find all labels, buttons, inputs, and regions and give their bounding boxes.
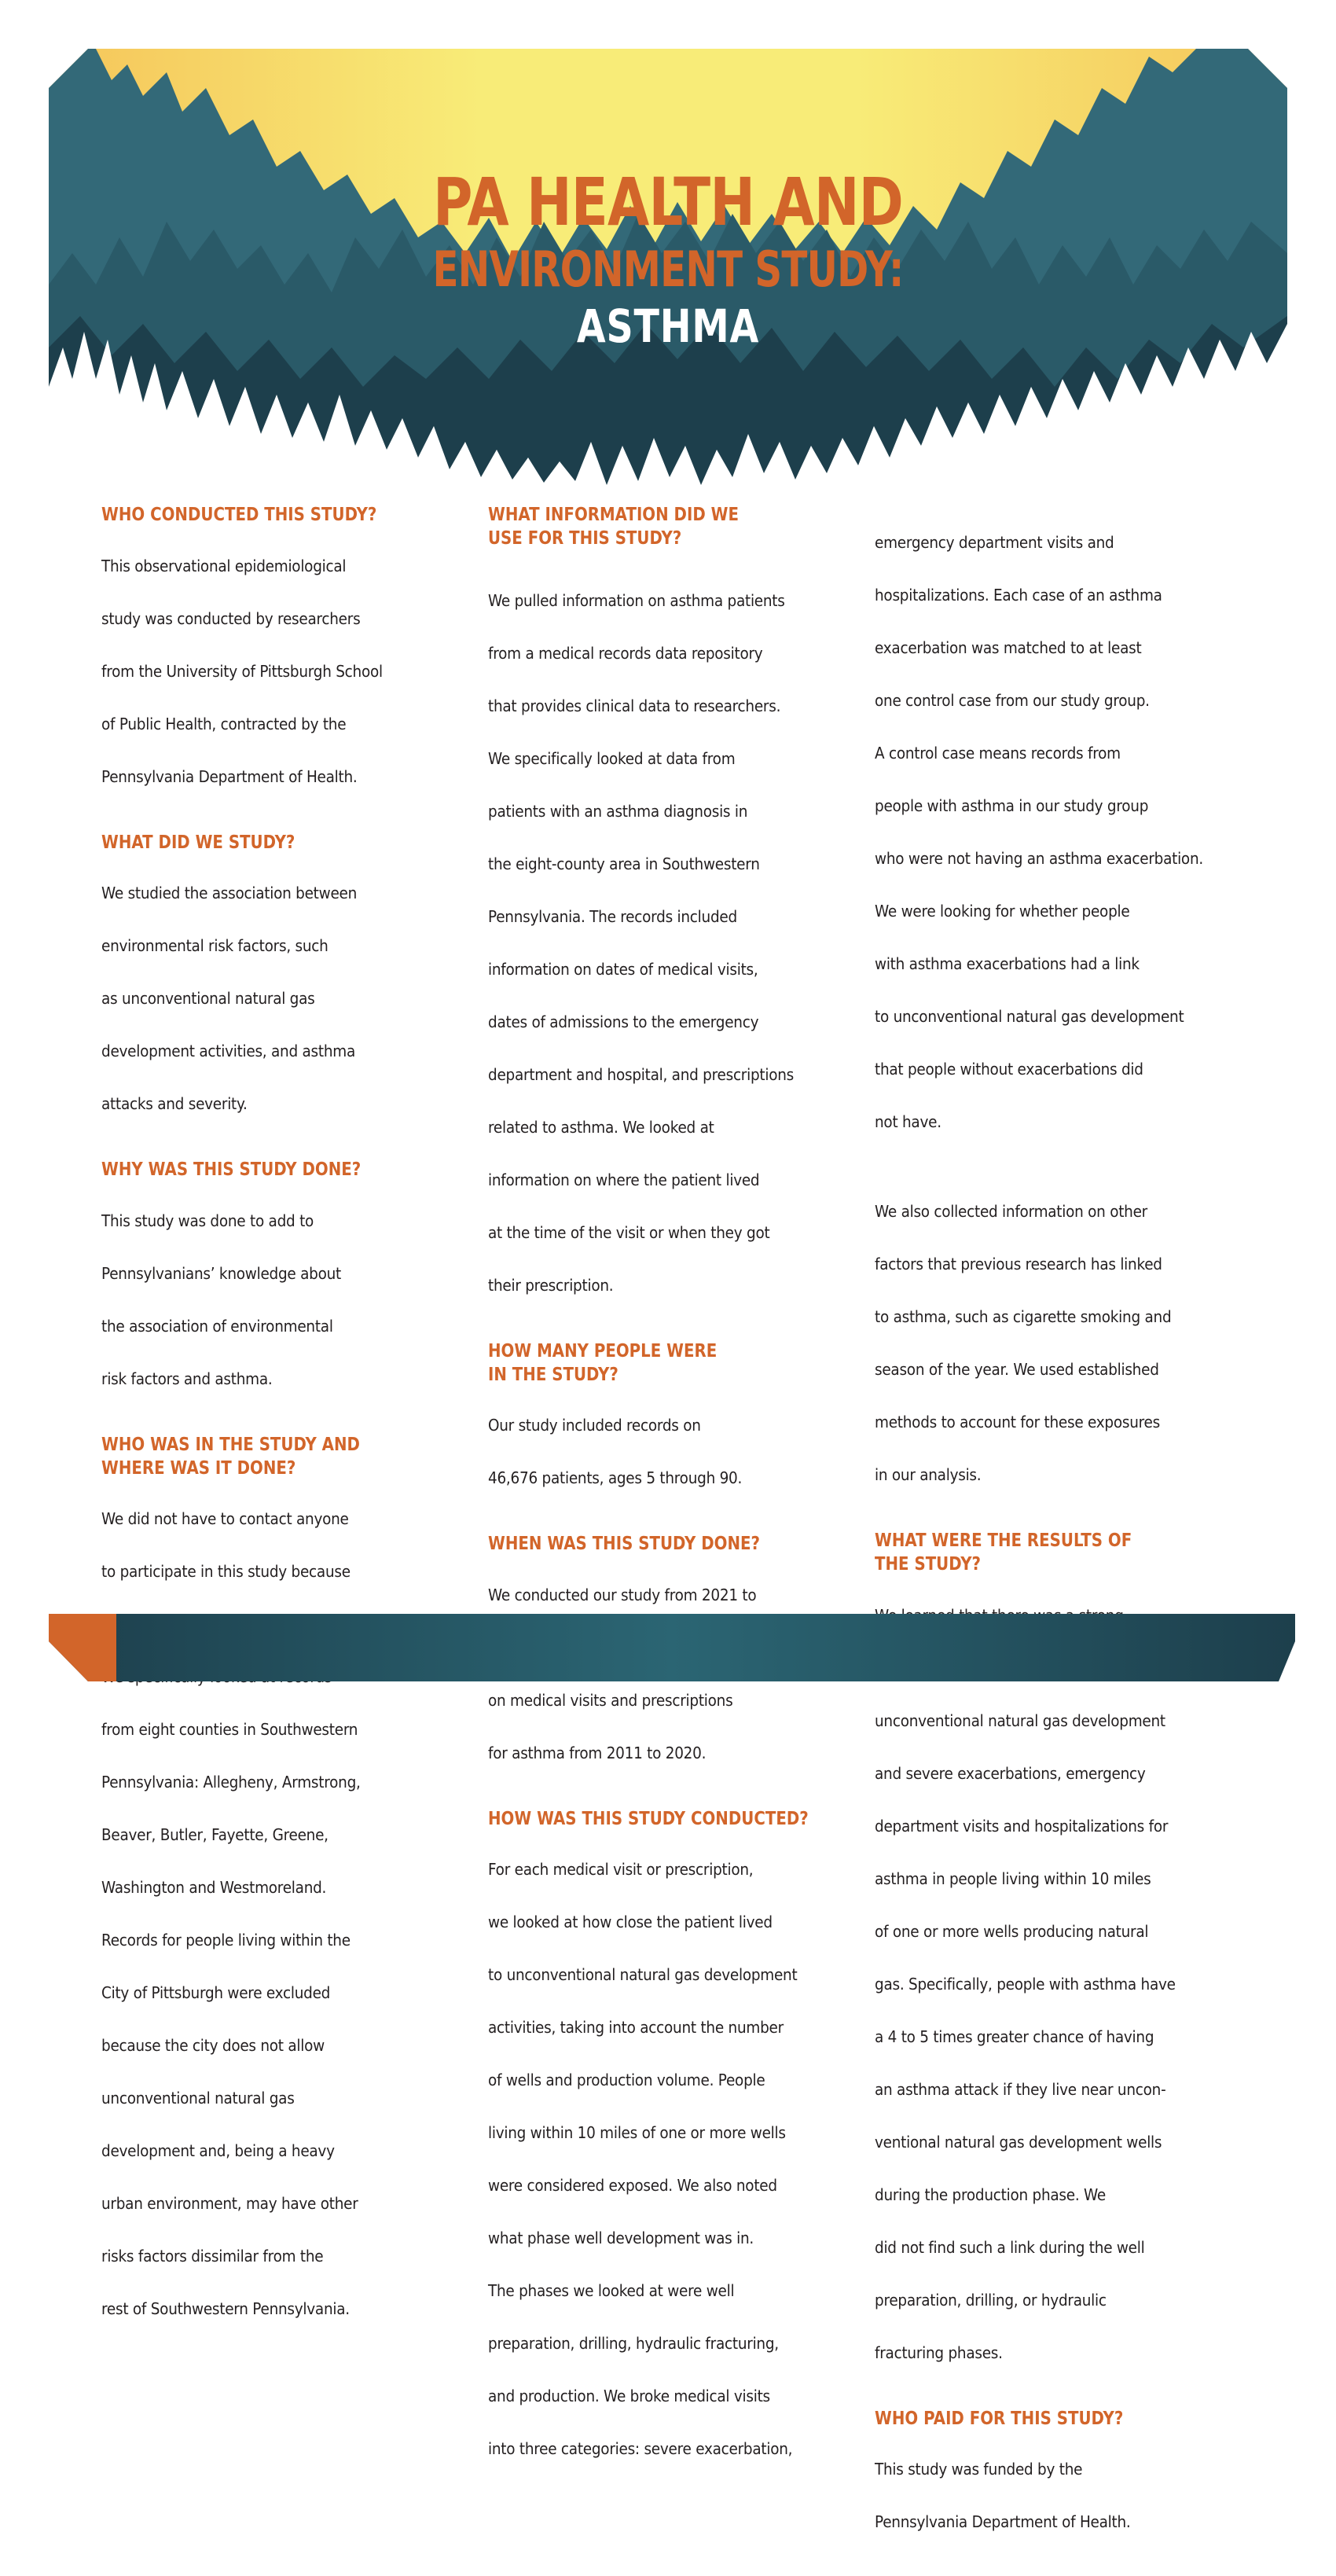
title-subtitle: ASTHMA [576,299,760,353]
text-line: Our study included records on [488,1416,701,1435]
text-line: activities, taking into account the number [488,2018,784,2037]
text-line: and production. We broke medical visits [488,2387,770,2405]
text-line: to participate in this study because [101,1562,351,1581]
text-line: unconventional natural gas [101,2089,295,2107]
text-line: Pennsylvania. The records included [488,906,737,926]
text-line: Beaver, Butler, Fayette, Greene, [101,1825,328,1844]
text-line: We conducted our study from 2021 to [488,1585,757,1604]
text-line: Pennsylvania: Allegheny, Armstrong, [101,1773,361,1791]
text-line: with asthma exacerbations had a link [875,954,1140,973]
text-line: at the time of the visit or when they got [488,1222,770,1242]
text-line: Records for people living within the [101,1931,351,1949]
text-line: risks factors dissimilar from the [101,2247,324,2265]
text-line: in our analysis. [875,1465,982,1484]
text-line: We also collected information on other [875,1202,1148,1221]
text-line: on medical visits and prescriptions [488,1690,733,1710]
text-line: information on dates of medical visits, [488,959,758,979]
text-line: because the city does not allow [101,2036,325,2055]
section-body [488,1831,857,2490]
text-line: of wells and production volume. People [488,2071,765,2089]
section-body [101,854,463,1145]
text-line: people with asthma in our study group [875,796,1149,815]
text-line: department visits and hospitalizations for [875,1816,1169,1836]
section-how-many-people [488,1339,857,1519]
orange-tab [49,1614,116,1681]
title-line-2: ENVIRONMENT STUDY: [432,241,904,298]
text-line: For each medical visit or prescription, [488,1860,754,1879]
text-line: We studied the association between [101,884,358,902]
text-line: emergency department visits and [875,532,1114,552]
text-line: methods to account for these exposures [875,1413,1160,1431]
section-heading: USE FOR THIS STUDY? [488,528,682,549]
text-line: This observational epidemiological [101,556,347,575]
section-heading: IN THE STUDY? [488,1364,618,1385]
text-line: We specifically looked at data from [488,748,736,768]
text-line: Pennsylvanians’ knowledge about [101,1263,341,1283]
text-line: into three categories: severe exacerbation, [488,2439,793,2458]
text-line: as unconventional natural gas [101,989,315,1008]
section-body [101,1181,463,1419]
section-body [875,1173,1252,1516]
section-what-information [488,503,857,1325]
text-line: from the University of Pittsburgh School [101,661,383,681]
text-line: A control case means records from [875,743,1121,763]
text-line: City of Pittsburgh were excluded [101,1983,331,2002]
text-line: and severe exacerbations, emergency [875,1763,1146,1783]
section-body [101,1480,463,2350]
text-line: Pennsylvania Department of Health. [875,2512,1131,2531]
text-line: an asthma attack if they live near uncon- [875,2079,1166,2099]
text-line: that provides clinical data to researchers. [488,696,781,715]
footer-decoration [49,1614,1295,1681]
text-line: development activities, and asthma [101,1042,356,1060]
column-2 [488,503,857,2503]
section-heading: WHERE WAS IT DONE? [101,1457,296,1479]
text-line: fracturing phases. [875,2343,1003,2362]
section-body [488,1387,857,1519]
text-line: from eight counties in Southwestern [101,1720,358,1739]
text-line: information on where the patient lived [488,1170,760,1189]
text-line: of one or more wells producing natural [875,1921,1149,1941]
section-who-paid [875,2407,1252,2563]
section-heading: HOW MANY PEOPLE WERE [488,1340,718,1361]
text-line: ventional natural gas development wells [875,2132,1162,2152]
text-line: We were looking for whether people [875,901,1130,921]
section-who-was-in-study [101,1433,463,2350]
section-heading: WHO PAID FOR THIS STUDY? [875,2408,1124,2429]
section-why-done [101,1158,463,1419]
text-line: attacks and severity. [101,1094,248,1113]
section-how-conducted [488,1807,857,2490]
text-line: preparation, drilling, or hydraulic [875,2290,1107,2310]
text-line: rest of Southwestern Pennsylvania. [101,2299,350,2318]
text-line: that people without exacerbations did [875,1059,1143,1079]
text-line: gas. Specifically, people with asthma have [875,1974,1176,1994]
section-body [101,527,463,817]
text-line: to asthma, such as cigarette smoking and [875,1307,1172,1326]
section-body [875,1576,1252,2393]
section-heading: THE STUDY? [875,1554,982,1575]
text-line: a 4 to 5 times greater chance of having [875,2027,1154,2046]
patient-count-line: 46,676 patients, ages 5 through 90. [488,1468,743,1487]
section-heading: WHO WAS IN THE STUDY AND [101,1434,360,1455]
section-who-conducted [101,503,463,817]
text-line: living within 10 miles of one or more wells [488,2123,786,2142]
text-line: the eight-county area in Southwestern [488,854,760,873]
text-line: The phases we looked at were well [488,2281,735,2300]
text-line: hospitalizations. Each case of an asthma [875,585,1162,604]
text-line: department and hospital, and prescriptions [488,1064,795,1084]
text-line: who were not having an asthma exacerbation. [875,848,1203,868]
text-line: related to asthma. We looked at [488,1117,714,1137]
header-banner [49,49,1287,489]
text-line: This study was funded by the [875,2460,1083,2479]
text-line: what phase well development was in. [488,2229,754,2247]
section-heading: WHY WAS THIS STUDY DONE? [101,1159,362,1180]
section-heading: WHAT DID WE STUDY? [101,832,295,853]
text-line: to unconventional natural gas development [488,1965,798,1984]
text-line: Washington and Westmoreland. [101,1878,327,1897]
section-body [875,503,1252,1162]
column-1 [101,503,463,2363]
text-line: did not find such a link during the well [875,2237,1145,2257]
footer-bar [49,1614,1295,1681]
text-line: their prescription. [488,1275,614,1295]
text-line: for asthma from 2011 to 2020. [488,1743,707,1762]
text-line: study was conducted by researchers [101,608,361,628]
section-heading: WHAT WERE THE RESULTS OF [875,1531,1132,1551]
text-line: development and, being a heavy [101,2141,335,2160]
section-what-did-we-study [101,831,463,1145]
column-3 [875,503,1252,2576]
section-heading: WHEN WAS THIS STUDY DONE? [488,1534,761,1554]
text-line: We did not have to contact anyone [101,1509,349,1528]
text-line: dates of admissions to the emergency [488,1012,759,1031]
text-line: exacerbation was matched to at least [875,638,1142,657]
text-line: asthma in people living within 10 miles [875,1869,1151,1888]
text-line: factors that previous research has linked [875,1255,1162,1273]
text-line: of Public Health, contracted by the [101,714,347,733]
text-line: patients with an asthma diagnosis in [488,801,748,821]
text-line: were considered exposed. We also noted [488,2176,777,2195]
section-how-conducted-continued [875,503,1252,1515]
text-line: to unconventional natural gas development [875,1006,1184,1026]
text-line: unconventional natural gas development [875,1711,1165,1730]
section-heading: WHO CONDUCTED THIS STUDY? [101,505,377,525]
text-line: we looked at how close the patient lived [488,1913,773,1931]
section-body [875,2431,1252,2563]
text-line: We pulled information on asthma patients [488,590,785,610]
title-line-1: PA HEALTH AND [432,164,904,241]
section-body [488,561,857,1325]
section-heading: WHAT INFORMATION DID WE [488,505,739,525]
section-heading: HOW WAS THIS STUDY CONDUCTED? [488,1808,809,1829]
text-line: risk factors and asthma. [101,1369,273,1388]
text-line: one control case from our study group. [875,690,1150,710]
text-line: This study was done to add to [101,1211,314,1230]
text-line: environmental risk factors, such [101,936,328,955]
text-line: preparation, drilling, hydraulic fracturing, [488,2334,779,2353]
text-line: season of the year. We used established [875,1360,1159,1379]
text-line: Pennsylvania Department of Health. [101,766,358,786]
text-line: not have. [875,1112,941,1131]
text-line: urban environment, may have other [101,2194,358,2213]
text-line: the association of environmental [101,1316,333,1336]
text-line: from a medical records data repository [488,643,763,663]
text-line: during the production phase. We [875,2185,1107,2204]
